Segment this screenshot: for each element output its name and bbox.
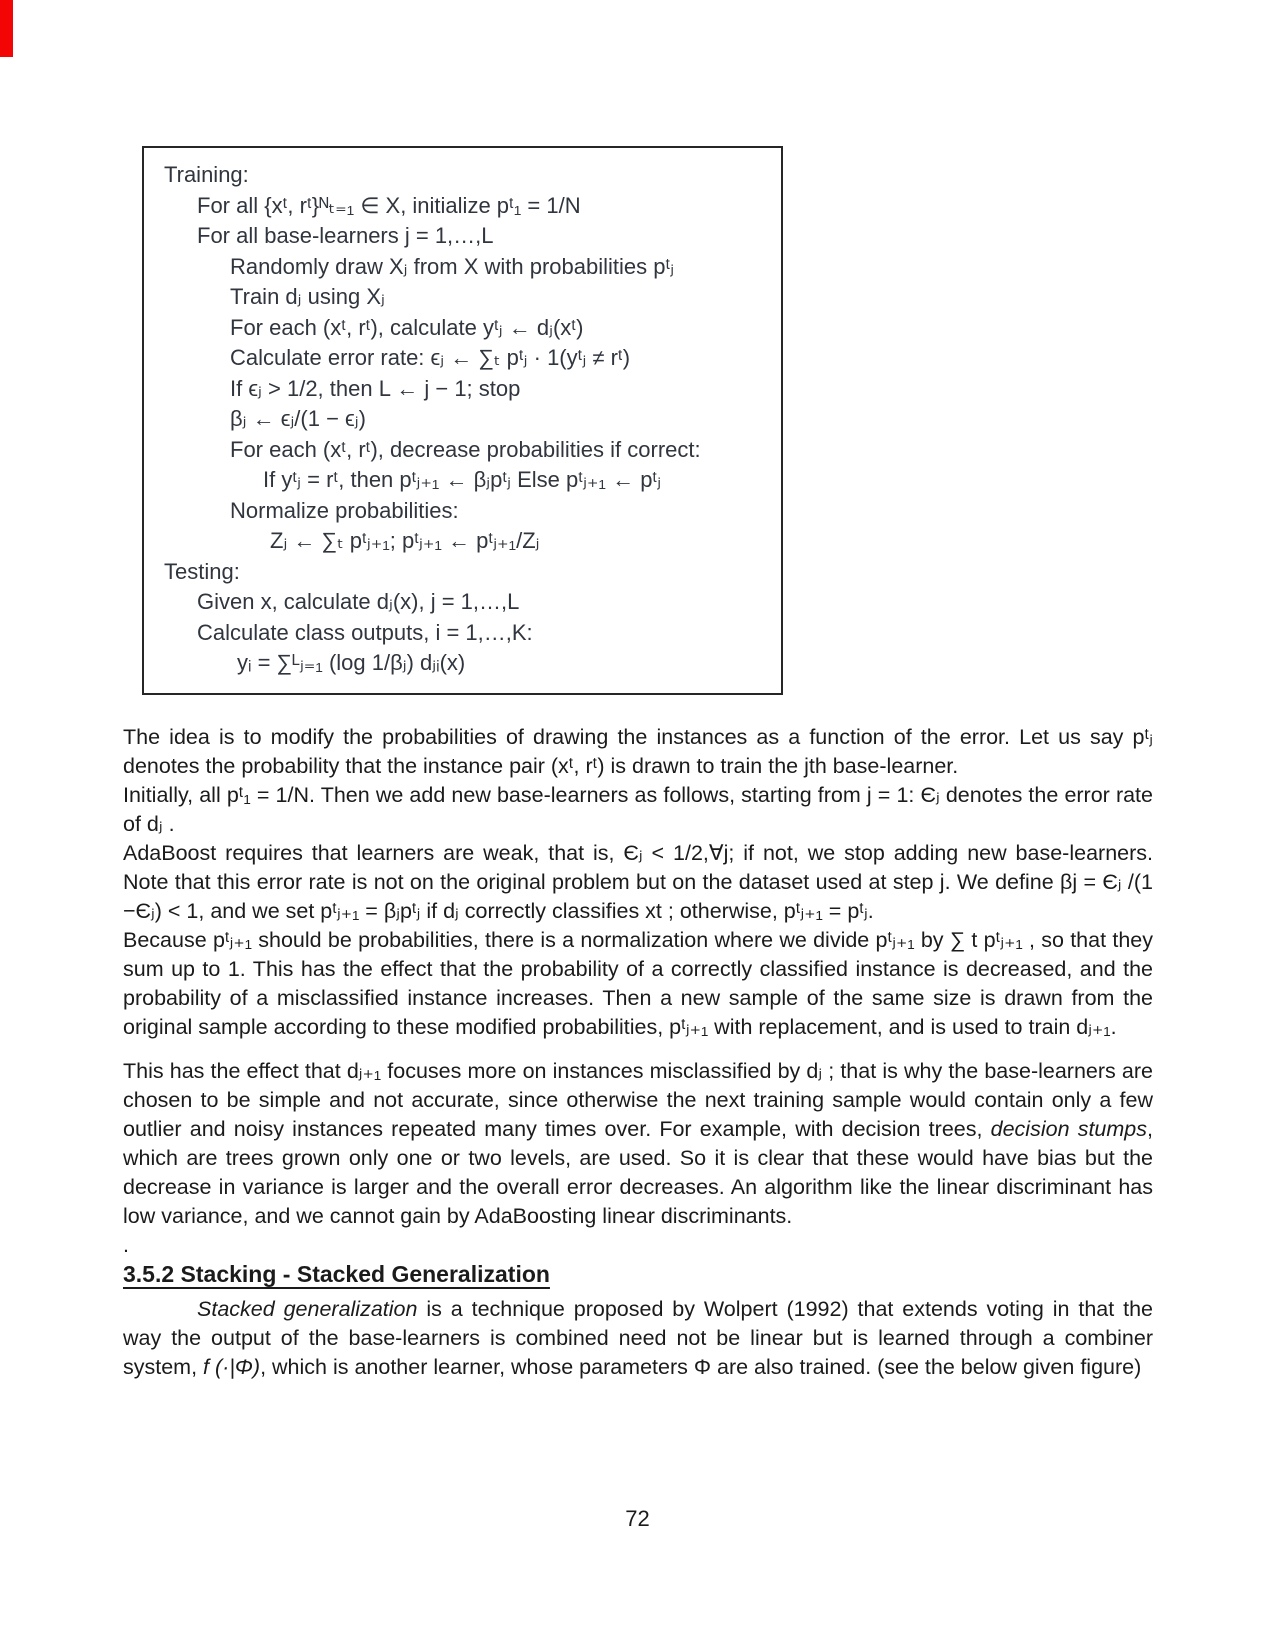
algorithm-line: For each (xᵗ, rᵗ), calculate yᵗⱼ ← dⱼ(xᵗ) xyxy=(230,314,584,340)
algorithm-line: Calculate error rate: ϵⱼ ← ∑ₜ pᵗⱼ · 1(yᵗⱼ ≠ rᵗ) xyxy=(230,345,631,370)
algorithm-line: Randomly draw Xⱼ from X with probabilities pᵗⱼ xyxy=(230,253,675,279)
stray-period: . xyxy=(123,1233,129,1257)
section-paragraph-text: , which is another learner, whose parameters Φ are also trained. (see the below given figure) xyxy=(260,1355,1142,1379)
section-paragraph xyxy=(123,1295,1153,1382)
algorithm-line-training: Training: xyxy=(164,162,249,187)
algorithm-line: βⱼ ← ϵⱼ/(1 − ϵⱼ) xyxy=(230,406,366,431)
section-paragraph-text: is a technique proposed by Wolpert (1992) that extends voting in that the way the output of the base-learners is combined need not be linear but is learned through a combiner system, xyxy=(123,1297,1153,1379)
body-text xyxy=(123,723,1153,1382)
algorithm-line: If ϵⱼ > 1/2, then L ← j − 1; stop xyxy=(230,375,521,401)
paragraph-because: Because pᵗⱼ₊₁ should be probabilities, there is a normalization where we divide pᵗⱼ₊₁ by ∑ t pᵗⱼ₊₁ , so that they sum up to 1. This has the effect that the probability of a correctly classified instance is decreased, and the probability of a misclassified instance increases. Then a new sample of the same size is drawn from the original sample according to these modified probabilities, pᵗⱼ₊₁ with replacement, and is used to train dⱼ₊₁. xyxy=(123,928,1153,1039)
paragraph-idea: The idea is to modify the probabilities of drawing the instances as a function of the error. Let us say pᵗⱼ denotes the probability that the instance pair (xᵗ, rᵗ) is drawn to train the jth base-learner. xyxy=(123,725,1153,778)
red-corner-marker xyxy=(0,0,13,57)
paragraph-effect-text: , which are trees grown only one or two levels, are used. So it is clear that these would have bias but the decrease in variance is larger and the overall error decreases. An algorithm like the linear discriminant has low variance, and we cannot gain by AdaBoosting linear discriminants. xyxy=(123,1117,1153,1228)
paragraph-effect xyxy=(123,1057,1153,1231)
algorithm-box xyxy=(142,146,783,695)
section-heading: 3.5.2 Stacking - Stacked Generalization xyxy=(123,1261,550,1287)
paragraph-effect-text: This has the effect that dⱼ₊₁ focuses more on instances misclassified by dⱼ ; that is why the base-learners are chosen to be simple and not accurate, since otherwise the next training sample would contain only a few outlier and noisy instances repeated many times over. For example, with decision trees, xyxy=(123,1059,1153,1141)
algorithm-line: If yᵗⱼ = rᵗ, then pᵗⱼ₊₁ ← βⱼpᵗⱼ Else pᵗⱼ₊₁ ← pᵗⱼ xyxy=(263,467,662,492)
algorithm-line-testing: Testing: xyxy=(164,558,240,584)
paragraph-initially: Initially, all pᵗ₁ = 1/N. Then we add new base-learners as follows, starting from j = 1: Єⱼ denotes the error rate of dⱼ . xyxy=(123,783,1153,836)
page-number: 72 xyxy=(625,1506,650,1531)
algorithm-line: For each (xᵗ, rᵗ), decrease probabilities if correct: xyxy=(230,436,701,462)
algorithm-line: Zⱼ ← ∑ₜ pᵗⱼ₊₁; pᵗⱼ₊₁ ← pᵗⱼ₊₁/Zⱼ xyxy=(270,528,540,553)
algorithm-line: For all {xᵗ, rᵗ}ᴺₜ₌₁ ∈ X, initialize pᵗ₁ = 1/N xyxy=(197,192,581,218)
stacked-generalization-italic: Stacked generalization xyxy=(197,1297,418,1321)
combiner-function-italic: f (·|Φ) xyxy=(203,1355,261,1379)
algorithm-line: Given x, calculate dⱼ(x), j = 1,…,L xyxy=(197,589,520,614)
algorithm-line: For all base-learners j = 1,…,L xyxy=(197,223,494,248)
algorithm-line: Normalize probabilities: xyxy=(230,497,459,523)
algorithm-line: Train dⱼ using Xⱼ xyxy=(230,284,385,309)
algorithm-line: yᵢ = ∑ᴸⱼ₌₁ (log 1/βⱼ) dⱼᵢ(x) xyxy=(237,650,466,675)
algorithm-line: Calculate class outputs, i = 1,…,K: xyxy=(197,619,533,645)
paragraph-adaboost: AdaBoost requires that learners are weak, that is, Єⱼ < 1/2,∀j; if not, we stop adding new base-learners. Note that this error rate is not on the original problem but on the dataset used at step j. We define βj = Єⱼ /(1 −Єⱼ) < 1, and we set pᵗⱼ₊₁ = βⱼpᵗⱼ if dⱼ correctly classifies xt ; otherwise, pᵗⱼ₊₁ = pᵗⱼ. xyxy=(123,841,1153,923)
decision-stumps-italic: decision stumps xyxy=(990,1117,1148,1141)
